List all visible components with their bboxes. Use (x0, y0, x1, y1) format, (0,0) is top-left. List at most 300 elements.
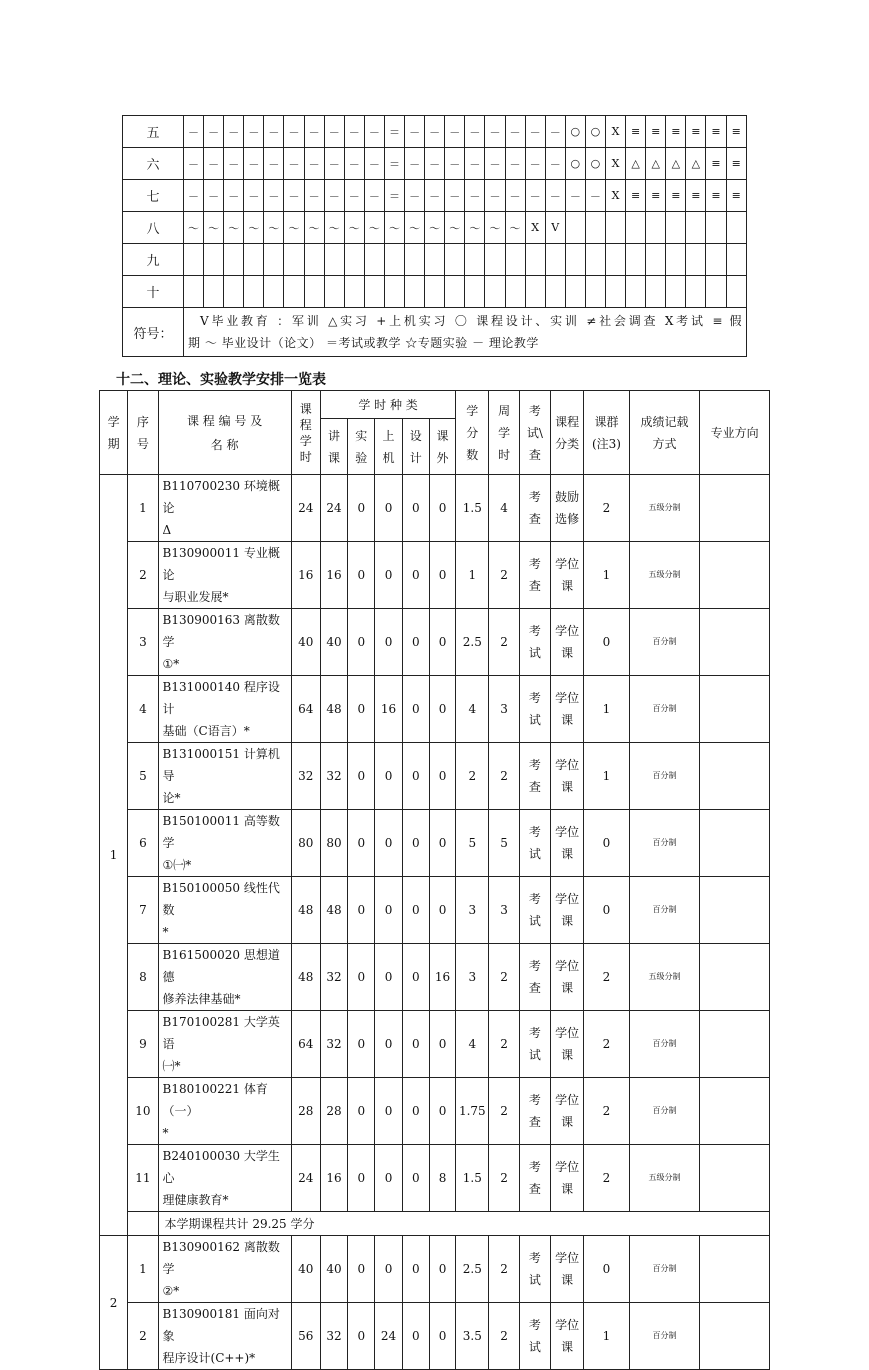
machine-hours: 0 (375, 877, 402, 944)
design-hours: 0 (402, 1145, 429, 1212)
course-group: 1 (584, 676, 629, 743)
credit: 1.5 (456, 475, 489, 542)
calendar-week-cell: ～ (304, 212, 324, 244)
semester-cell: 2 (100, 1236, 128, 1370)
calendar-week-cell (505, 244, 525, 276)
calendar-week-cell: － (425, 148, 445, 180)
course-name: B170100281 大学英语 ㈠* (158, 1011, 291, 1078)
lab-hours: 0 (348, 1011, 375, 1078)
calendar-week-cell: － (525, 116, 545, 148)
calendar-row-label: 十 (123, 276, 184, 308)
calendar-week-cell: △ (626, 148, 646, 180)
course-category: 学位 课 (550, 743, 583, 810)
design-hours: 0 (402, 877, 429, 944)
exam-type: 考 查 (519, 475, 550, 542)
exam-type: 考 试 (519, 1303, 550, 1370)
course-name: B130900011 专业概论 与职业发展* (158, 542, 291, 609)
calendar-week-cell (605, 276, 625, 308)
extra-hours: 0 (429, 1078, 455, 1145)
course-group: 2 (584, 1078, 629, 1145)
header-lab: 实 验 (348, 419, 375, 475)
major-direction (700, 1303, 770, 1370)
weekly-hours: 5 (489, 810, 519, 877)
extra-hours: 0 (429, 676, 455, 743)
calendar-week-cell: － (224, 180, 244, 212)
lab-hours: 0 (348, 1145, 375, 1212)
course-category: 学位 课 (550, 1303, 583, 1370)
course-row (100, 877, 770, 944)
lecture-hours: 32 (320, 944, 347, 1011)
course-hours: 24 (291, 1145, 320, 1212)
machine-hours: 0 (375, 944, 402, 1011)
calendar-week-cell (445, 244, 465, 276)
calendar-week-cell (605, 244, 625, 276)
calendar-week-cell (545, 276, 565, 308)
semester-total-row (100, 1212, 770, 1236)
calendar-week-cell (344, 244, 364, 276)
machine-hours: 0 (375, 1236, 402, 1303)
course-seq: 9 (128, 1011, 158, 1078)
calendar-week-cell: ≡ (706, 180, 726, 212)
course-group: 1 (584, 1303, 629, 1370)
machine-hours: 0 (375, 743, 402, 810)
course-seq: 1 (128, 1236, 158, 1303)
exam-type: 考 查 (519, 1145, 550, 1212)
calendar-week-cell (626, 244, 646, 276)
major-direction (700, 1145, 770, 1212)
course-hours: 64 (291, 1011, 320, 1078)
calendar-week-cell (626, 212, 646, 244)
course-category: 鼓励 选修 (550, 475, 583, 542)
course-row (100, 1078, 770, 1145)
course-row (100, 810, 770, 877)
credit: 3 (456, 944, 489, 1011)
course-seq: 1 (128, 475, 158, 542)
calendar-week-cell: △ (646, 148, 666, 180)
course-category: 学位 课 (550, 810, 583, 877)
course-seq: 2 (128, 1303, 158, 1370)
extra-hours: 0 (429, 743, 455, 810)
calendar-week-cell: － (585, 180, 605, 212)
lecture-hours: 48 (320, 676, 347, 743)
header-grading: 成绩记载 方式 (629, 391, 700, 475)
lab-hours: 0 (348, 1303, 375, 1370)
design-hours: 0 (402, 743, 429, 810)
calendar-week-cell: ＝ (384, 180, 404, 212)
calendar-week-cell (585, 244, 605, 276)
calendar-row-label: 七 (123, 180, 184, 212)
grading-method: 百分制 (629, 1236, 700, 1303)
calendar-week-cell (425, 276, 445, 308)
weekly-hours: 3 (489, 877, 519, 944)
extra-hours: 0 (429, 877, 455, 944)
major-direction (700, 1078, 770, 1145)
grading-method: 百分制 (629, 676, 700, 743)
calendar-week-cell: － (525, 148, 545, 180)
extra-hours: 16 (429, 944, 455, 1011)
calendar-week-cell: － (525, 180, 545, 212)
calendar-week-cell: X (525, 212, 545, 244)
extra-hours: 0 (429, 1303, 455, 1370)
calendar-week-cell: － (545, 180, 565, 212)
calendar-week-cell (264, 276, 284, 308)
exam-type: 考 查 (519, 944, 550, 1011)
credit: 2.5 (456, 1236, 489, 1303)
design-hours: 0 (402, 609, 429, 676)
calendar-week-cell: ≡ (646, 116, 666, 148)
machine-hours: 24 (375, 1303, 402, 1370)
calendar-week-cell: － (405, 148, 425, 180)
weekly-hours: 2 (489, 944, 519, 1011)
exam-type: 考 试 (519, 1236, 550, 1303)
calendar-week-cell (686, 212, 706, 244)
calendar-week-cell: － (224, 148, 244, 180)
course-row (100, 944, 770, 1011)
credit: 1 (456, 542, 489, 609)
legend-line-2: 期 ～ 毕业设计（论文） ＝考试或教学 ☆专题实验 － 理论教学 (188, 336, 539, 350)
calendar-week-cell (465, 244, 485, 276)
course-hours: 40 (291, 1236, 320, 1303)
course-seq: 10 (128, 1078, 158, 1145)
legend-line-1: V毕业教育 ：军训 △实习 +上机实习 〇 课程设计、实训 ≠社会调查 X考试 ≡ 假 (200, 314, 742, 328)
calendar-week-cell: － (304, 116, 324, 148)
calendar-week-cell (726, 276, 746, 308)
weekly-hours: 2 (489, 609, 519, 676)
header-course-name: 课 程 编 号 及 名 称 (158, 391, 291, 475)
calendar-week-cell: － (304, 180, 324, 212)
header-extra: 课 外 (429, 419, 455, 475)
course-category: 学位 课 (550, 1078, 583, 1145)
extra-hours: 0 (429, 810, 455, 877)
calendar-week-cell (485, 244, 505, 276)
course-row (100, 542, 770, 609)
calendar-week-cell (686, 276, 706, 308)
course-category: 学位 课 (550, 676, 583, 743)
calendar-row (123, 116, 747, 148)
calendar-week-cell: － (445, 148, 465, 180)
course-name: B150100011 高等数学 ①㈠* (158, 810, 291, 877)
grading-method: 百分制 (629, 743, 700, 810)
week-calendar-table (122, 115, 747, 357)
calendar-week-cell (666, 276, 686, 308)
calendar-row (123, 244, 747, 276)
header-weekly: 周 学 时 (489, 391, 519, 475)
calendar-week-cell (646, 212, 666, 244)
calendar-week-cell (264, 244, 284, 276)
grading-method: 五级分制 (629, 475, 700, 542)
course-seq: 4 (128, 676, 158, 743)
calendar-week-cell (626, 276, 646, 308)
calendar-week-cell: － (505, 116, 525, 148)
calendar-week-cell: ≡ (686, 116, 706, 148)
design-hours: 0 (402, 1011, 429, 1078)
lecture-hours: 32 (320, 1011, 347, 1078)
calendar-week-cell: ≡ (626, 180, 646, 212)
calendar-week-cell: ≡ (726, 148, 746, 180)
calendar-week-cell: － (505, 148, 525, 180)
calendar-week-cell: － (344, 180, 364, 212)
course-seq: 5 (128, 743, 158, 810)
exam-type: 考 试 (519, 609, 550, 676)
calendar-week-cell: ～ (425, 212, 445, 244)
calendar-week-cell (666, 244, 686, 276)
calendar-week-cell: ＝ (384, 116, 404, 148)
credit: 2.5 (456, 609, 489, 676)
header-semester: 学 期 (100, 391, 128, 475)
exam-type: 考 查 (519, 542, 550, 609)
calendar-row-label: 九 (123, 244, 184, 276)
course-name: B161500020 思想道德 修养法律基础* (158, 944, 291, 1011)
calendar-week-cell: ～ (224, 212, 244, 244)
calendar-week-cell (585, 212, 605, 244)
calendar-week-cell: X (605, 148, 625, 180)
calendar-week-cell: － (244, 116, 264, 148)
exam-type: 考 试 (519, 877, 550, 944)
calendar-week-cell (244, 276, 264, 308)
calendar-week-cell: － (204, 148, 224, 180)
lab-hours: 0 (348, 743, 375, 810)
machine-hours: 0 (375, 810, 402, 877)
calendar-week-cell: － (264, 180, 284, 212)
header-direction: 专业方向 (700, 391, 770, 475)
course-hours: 48 (291, 944, 320, 1011)
calendar-week-cell: ≡ (726, 180, 746, 212)
calendar-week-cell: － (405, 116, 425, 148)
calendar-week-cell: V (545, 212, 565, 244)
calendar-week-cell: ～ (485, 212, 505, 244)
major-direction (700, 475, 770, 542)
lecture-hours: 48 (320, 877, 347, 944)
major-direction (700, 743, 770, 810)
extra-hours: 0 (429, 475, 455, 542)
credit: 5 (456, 810, 489, 877)
calendar-week-cell: ○ (565, 116, 585, 148)
grading-method: 百分制 (629, 877, 700, 944)
calendar-week-cell: － (324, 180, 344, 212)
calendar-week-cell (565, 276, 585, 308)
design-hours: 0 (402, 475, 429, 542)
grading-method: 五级分制 (629, 944, 700, 1011)
credit: 2 (456, 743, 489, 810)
calendar-row-label: 八 (123, 212, 184, 244)
course-group: 2 (584, 1011, 629, 1078)
course-hours: 64 (291, 676, 320, 743)
calendar-week-cell (324, 276, 344, 308)
header-exam: 考 试\ 查 (519, 391, 550, 475)
design-hours: 0 (402, 944, 429, 1011)
major-direction (700, 542, 770, 609)
calendar-week-cell: ～ (244, 212, 264, 244)
calendar-week-cell: － (485, 148, 505, 180)
design-hours: 0 (402, 1303, 429, 1370)
major-direction (700, 877, 770, 944)
calendar-week-cell: － (425, 180, 445, 212)
calendar-week-cell (585, 276, 605, 308)
machine-hours: 0 (375, 609, 402, 676)
calendar-week-cell: － (465, 116, 485, 148)
calendar-row (123, 212, 747, 244)
calendar-week-cell: △ (686, 148, 706, 180)
credit: 3 (456, 877, 489, 944)
calendar-week-cell (525, 276, 545, 308)
calendar-week-cell: － (264, 116, 284, 148)
lab-hours: 0 (348, 1078, 375, 1145)
major-direction (700, 676, 770, 743)
weekly-hours: 2 (489, 1145, 519, 1212)
calendar-week-cell: － (364, 148, 384, 180)
course-group: 2 (584, 944, 629, 1011)
lab-hours: 0 (348, 1236, 375, 1303)
lab-hours: 0 (348, 542, 375, 609)
header-lecture: 讲 课 (320, 419, 347, 475)
machine-hours: 0 (375, 1078, 402, 1145)
header-credit: 学 分 数 (456, 391, 489, 475)
calendar-week-cell (726, 244, 746, 276)
calendar-week-cell (304, 244, 324, 276)
lecture-hours: 24 (320, 475, 347, 542)
grading-method: 五级分制 (629, 542, 700, 609)
course-category: 学位 课 (550, 1236, 583, 1303)
total-spacer (128, 1212, 158, 1236)
lecture-hours: 28 (320, 1078, 347, 1145)
course-category: 学位 课 (550, 877, 583, 944)
calendar-week-cell (445, 276, 465, 308)
course-group: 1 (584, 743, 629, 810)
lecture-hours: 40 (320, 609, 347, 676)
lecture-hours: 16 (320, 542, 347, 609)
calendar-week-cell (384, 276, 404, 308)
machine-hours: 0 (375, 1011, 402, 1078)
major-direction (700, 1011, 770, 1078)
major-direction (700, 810, 770, 877)
lecture-hours: 16 (320, 1145, 347, 1212)
credit: 4 (456, 676, 489, 743)
grading-method: 百分制 (629, 1303, 700, 1370)
calendar-week-cell (565, 212, 585, 244)
calendar-row-label: 五 (123, 116, 184, 148)
calendar-week-cell (184, 276, 204, 308)
calendar-week-cell (184, 244, 204, 276)
calendar-week-cell: － (324, 148, 344, 180)
lecture-hours: 32 (320, 1303, 347, 1370)
course-name: B110700230 环境概论 Δ (158, 475, 291, 542)
course-group: 2 (584, 1145, 629, 1212)
machine-hours: 0 (375, 542, 402, 609)
calendar-week-cell (204, 276, 224, 308)
course-seq: 2 (128, 542, 158, 609)
weekly-hours: 2 (489, 1078, 519, 1145)
calendar-week-cell: ≡ (626, 116, 646, 148)
course-seq: 6 (128, 810, 158, 877)
calendar-week-cell: － (405, 180, 425, 212)
weekly-hours: 2 (489, 743, 519, 810)
calendar-week-cell: － (364, 180, 384, 212)
weekly-hours: 3 (489, 676, 519, 743)
calendar-week-cell: － (324, 116, 344, 148)
course-name: B130900181 面向对象 程序设计(C++)* (158, 1303, 291, 1370)
course-hours: 16 (291, 542, 320, 609)
calendar-week-cell: ～ (204, 212, 224, 244)
extra-hours: 0 (429, 542, 455, 609)
calendar-week-cell (284, 276, 304, 308)
calendar-week-cell: ≡ (666, 116, 686, 148)
course-row (100, 1011, 770, 1078)
header-seq: 序 号 (128, 391, 158, 475)
calendar-week-cell (545, 244, 565, 276)
calendar-week-cell (304, 276, 324, 308)
calendar-week-cell: － (445, 116, 465, 148)
course-row (100, 475, 770, 542)
calendar-week-cell: － (545, 148, 565, 180)
major-direction (700, 1236, 770, 1303)
grading-method: 五级分制 (629, 1145, 700, 1212)
calendar-week-cell: ～ (465, 212, 485, 244)
calendar-week-cell: － (364, 116, 384, 148)
weekly-hours: 2 (489, 542, 519, 609)
calendar-week-cell (324, 244, 344, 276)
course-group: 0 (584, 609, 629, 676)
calendar-week-cell (565, 244, 585, 276)
calendar-week-cell: ～ (364, 212, 384, 244)
lab-hours: 0 (348, 609, 375, 676)
calendar-week-cell (465, 276, 485, 308)
calendar-week-cell: － (485, 116, 505, 148)
calendar-week-cell (706, 244, 726, 276)
calendar-week-cell: ～ (384, 212, 404, 244)
lab-hours: 0 (348, 810, 375, 877)
calendar-week-cell: － (284, 148, 304, 180)
calendar-week-cell (686, 244, 706, 276)
calendar-row (123, 276, 747, 308)
calendar-week-cell (646, 276, 666, 308)
course-category: 学位 课 (550, 1145, 583, 1212)
calendar-week-cell: － (425, 116, 445, 148)
calendar-week-cell: ≡ (706, 116, 726, 148)
course-name: B150100050 线性代数 * (158, 877, 291, 944)
legend-row (123, 308, 747, 357)
course-name: B131000140 程序设计 基础（C语言）* (158, 676, 291, 743)
lab-hours: 0 (348, 944, 375, 1011)
calendar-week-cell: － (244, 180, 264, 212)
legend-label: 符号： (123, 308, 184, 357)
calendar-week-cell: － (184, 180, 204, 212)
design-hours: 0 (402, 676, 429, 743)
calendar-week-cell: － (304, 148, 324, 180)
calendar-week-cell: ～ (264, 212, 284, 244)
calendar-week-cell: － (284, 180, 304, 212)
calendar-week-cell: － (344, 148, 364, 180)
calendar-week-cell: － (184, 148, 204, 180)
calendar-week-cell (646, 244, 666, 276)
course-row (100, 1236, 770, 1303)
calendar-week-cell: － (505, 180, 525, 212)
calendar-row-label: 六 (123, 148, 184, 180)
calendar-week-cell: － (284, 116, 304, 148)
extra-hours: 8 (429, 1145, 455, 1212)
weekly-hours: 4 (489, 475, 519, 542)
calendar-week-cell (364, 276, 384, 308)
design-hours: 0 (402, 810, 429, 877)
course-group: 0 (584, 1236, 629, 1303)
calendar-week-cell: － (445, 180, 465, 212)
calendar-week-cell (706, 276, 726, 308)
calendar-week-cell (405, 244, 425, 276)
calendar-week-cell: ～ (324, 212, 344, 244)
course-seq: 7 (128, 877, 158, 944)
calendar-week-cell: － (465, 180, 485, 212)
calendar-week-cell (425, 244, 445, 276)
grading-method: 百分制 (629, 810, 700, 877)
